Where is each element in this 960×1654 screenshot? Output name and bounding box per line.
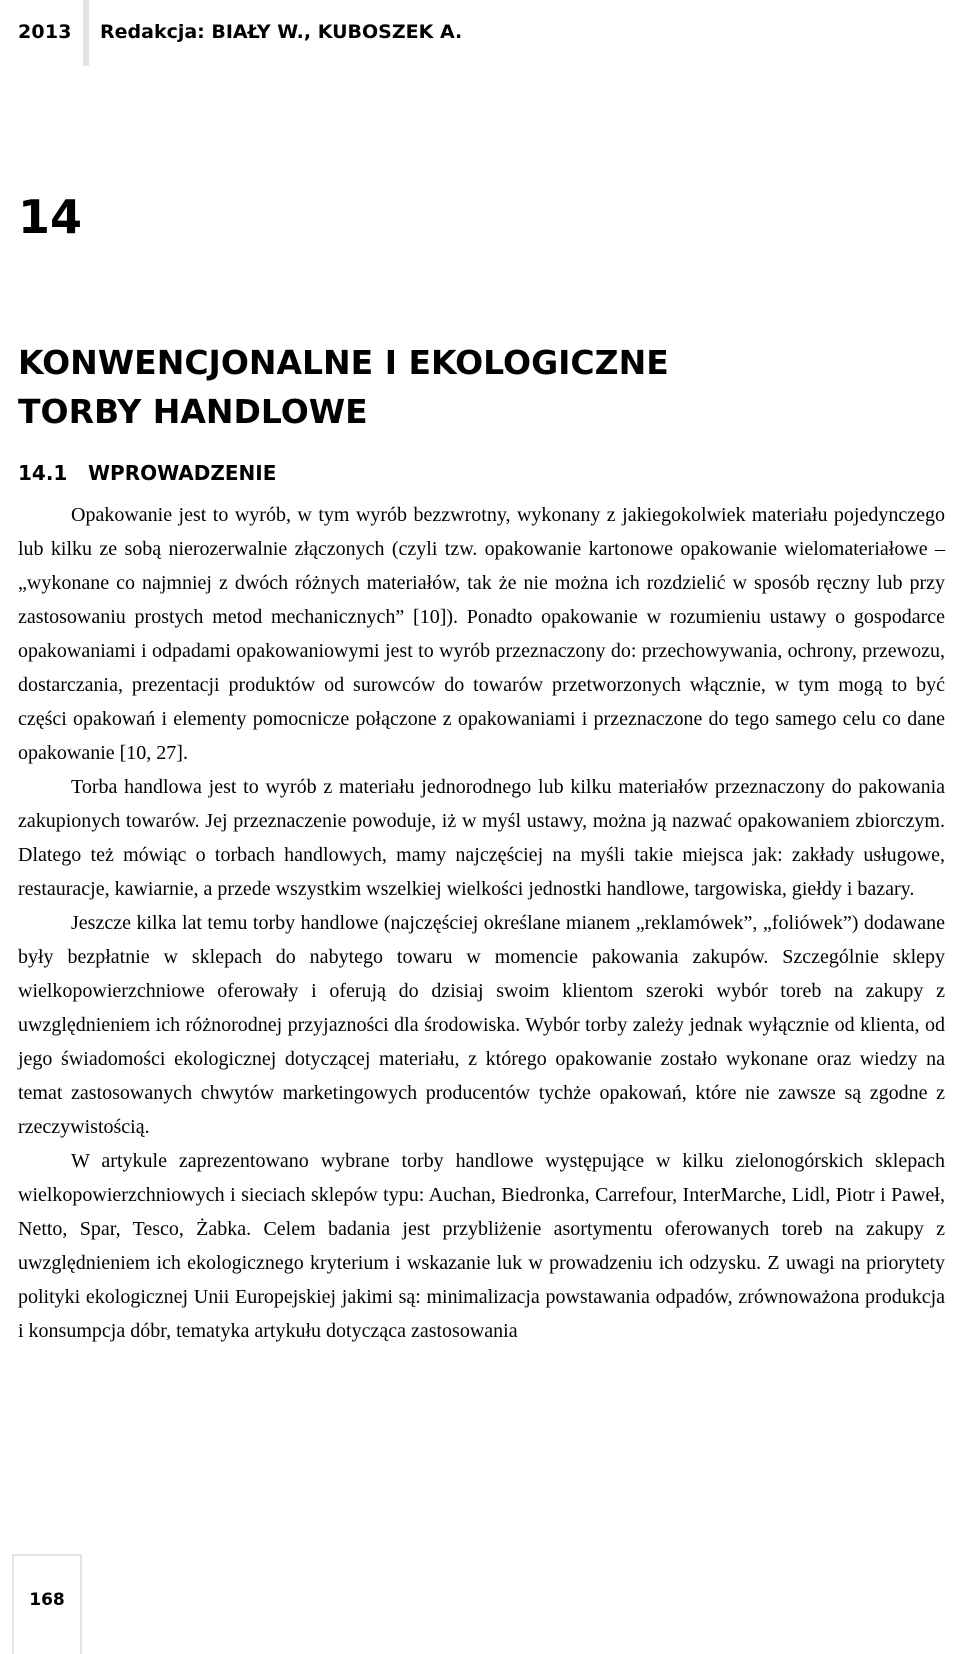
section-number: 14.1	[18, 461, 68, 485]
header-year: 2013	[18, 21, 72, 43]
page-number: 168	[29, 1590, 65, 1610]
chapter-title-line-2: TORBY HANDLOWE	[18, 392, 368, 431]
running-header	[0, 0, 960, 66]
chapter-title	[18, 338, 918, 436]
section-heading	[18, 461, 276, 485]
chapter-title-line-1: KONWENCJONALNE I EKOLOGICZNE	[18, 343, 669, 382]
header-editors: Redakcja: BIAŁY W., KUBOSZEK A.	[100, 21, 463, 43]
body-text	[18, 498, 945, 1348]
paragraph: Jeszcze kilka lat temu torby handlowe (najczęściej określane mianem „reklamówek”, „foliówek”) dodawane były bezpłatnie w sklepach do nabytego towaru w momencie pakowania zakupów. Szczególnie sklepy wielkopowierzchniowe oferowały i oferują do dzisiaj swoim klientom szeroki wybór toreb na zakupy z uwzględnieniem ich różnorodnej przyjazności dla środowiska. Wybór torby zależy jednak wyłącznie od klienta, od jego świadomości ekologicznej dotyczącej materiału, z którego opakowanie zostało wykonane oraz wiedzy na temat zastosowanych chwytów marketingowych producentów tychże opakowań, które nie zawsze są zgodne z rzeczywistością.	[18, 912, 945, 1138]
paragraph: W artykule zaprezentowano wybrane torby handlowe występujące w kilku zielonogórskich sklepach wielkopowierzchniowych i sieciach sklepów typu: Auchan, Biedronka, Carrefour, InterMarche, Lidl, Piotr i Paweł, Netto, Spar, Tesco, Żabka. Celem badania jest przybliżenie asortymentu oferowanych toreb na zakupy z uwzględnieniem ich ekologicznego kryterium i wskazanie luk w prowadzeniu ich odzysku. Z uwagi na priorytety polityki ekologicznej Unii Europejskiej jakimi są: minimalizacja powstawania odpadów, zrównoważona produkcja i konsumpcja dóbr, tematyka artykułu dotycząca zastosowania	[18, 1150, 945, 1342]
header-divider	[83, 0, 89, 66]
chapter-number: 14	[18, 190, 83, 244]
page-number-box	[12, 1554, 82, 1654]
section-title: WPROWADZENIE	[88, 461, 277, 485]
paragraph: Opakowanie jest to wyrób, w tym wyrób bezzwrotny, wykonany z jakiegokolwiek materiału pojedynczego lub kilku ze sobą nierozerwalnie złączonych (czyli tzw. opakowanie kartonowe opakowanie wielomateriałowe – „wykonane co najmniej z dwóch różnych materiałów, tak że nie można ich rozdzielić w sposób ręczny lub przy zastosowaniu prostych metod mechanicznych” [10]). Ponadto opakowanie w rozumieniu ustawy o gospodarce opakowaniami i odpadami opakowaniowymi jest to wyrób przeznaczony do: przechowywania, ochrony, przewozu, dostarczania, prezentacji produktów od surowców do towarów przetworzonych włącznie, w tym mogą to być części opakowań i elementy pomocnicze połączone z opakowaniami i przeznaczone do tego samego celu co dane opakowanie [10, 27].	[18, 504, 945, 764]
paragraph: Torba handlowa jest to wyrób z materiału jednorodnego lub kilku materiałów przeznaczony do pakowania zakupionych towarów. Jej przeznaczenie powoduje, iż w myśl ustawy, można ją nazwać opakowaniem zbiorczym. Dlatego też mówiąc o torbach handlowych, mamy najczęściej na myśli takie miejsca jak: zakłady usługowe, restauracje, kawiarnie, a przede wszystkim wszelkiej wielkości jednostki handlowe, targowiska, giełdy i bazary.	[18, 776, 945, 900]
